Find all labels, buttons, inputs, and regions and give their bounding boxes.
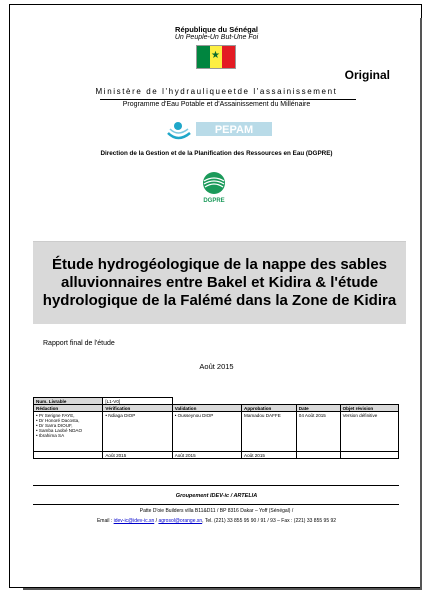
dgpre-logo [196,169,232,205]
ministry-name: Ministère de l'hydrauliqueetde l'assainissement [95,87,338,96]
author-item: • Pr Serigne FAYE, [36,412,75,418]
header-redaction: Rédaction [34,405,103,412]
verification-date: Août 2015 [103,452,172,459]
divider [33,504,399,505]
senegal-flag-icon [196,45,236,69]
table-row [34,398,399,405]
direction-name: Direction de la Gestion et de la Planification des Ressources en Eau (DGPRE) [100,150,333,157]
header-approbation: Approbation [242,405,297,412]
email-separator: / [155,518,158,524]
authors-cell [34,412,103,452]
national-motto: Un Peuple-Un But-Une Foi [174,34,259,41]
email-label: Email : [96,518,113,524]
num-livrable-label: Num. Livrable [34,398,103,405]
objet-cell: Version définitive [340,412,398,452]
revision-table [33,397,399,459]
report-type: Rapport final de l'étude [43,340,115,347]
table-row [34,412,399,452]
table-row [34,452,399,459]
author-item: • Dr Sarra DIOUF, [36,422,73,428]
header-date: Date [296,405,340,412]
header-objet: Objet révision [340,405,398,412]
divider [100,99,356,100]
table-header-row [34,405,399,412]
document-page [9,4,422,588]
author-item: • Samba Laobé NDAO [36,427,83,433]
approbation-date: Août 2015 [242,452,297,459]
groupement-name: Groupement IDEV-ic / ARTELIA [175,493,258,499]
flag-red-band [222,46,235,68]
postal-address: Patte D'oie Builders villa B11&D11 / BP 8316 Dakar – Yoff (Sénégal) / [139,508,294,514]
pepam-logo-text: PEPAM [214,124,254,136]
header-verification: Vérification [103,405,172,412]
date-cell: 04 Août 2015 [296,412,340,452]
divider [33,485,399,486]
contact-line [10,518,423,524]
report-date: Août 2015 [199,362,234,371]
title-box [33,241,406,324]
republic-name: République du Sénégal [175,25,258,34]
pepam-logo [166,117,276,143]
flag-star-icon: ★ [211,50,220,61]
email-link-idev[interactable]: idev-ic@idev-ic.sn [113,518,155,524]
validation-cell: • Ousseynou DIOP [172,412,241,452]
programme-name: Programme d'Eau Potable et d'Assainissement du Millénaire [122,101,311,108]
study-title: Étude hydrogéologique de la nappe des sables alluvionnaires entre Bakel et Kidira & l'étude hydrologique de la Falémé dans la Zone de Kidira [42,256,397,309]
original-stamp: Original [344,68,390,82]
email-link-agrosol[interactable]: agrosol@orange.sn [158,518,203,524]
validation-date: Août 2015 [172,452,241,459]
verification-cell: • Ndiaga DIOP [103,412,172,452]
num-livrable-value: [L1-V0] [103,398,172,405]
phone-fax: , Tel. (221) 33 855 95 90 / 91 / 93 – Fax : (221) 33 855 95 92 [202,518,337,524]
flag-green-band [197,46,210,68]
author-item: • Ibrahima SA [36,432,65,438]
dgpre-logo-text: DGPRE [203,198,225,204]
approbation-cell: Mamadou DAFFE [242,412,297,452]
author-item: • Dr Honoré Dacosta, [36,417,80,423]
header-validation: Validation [172,405,241,412]
